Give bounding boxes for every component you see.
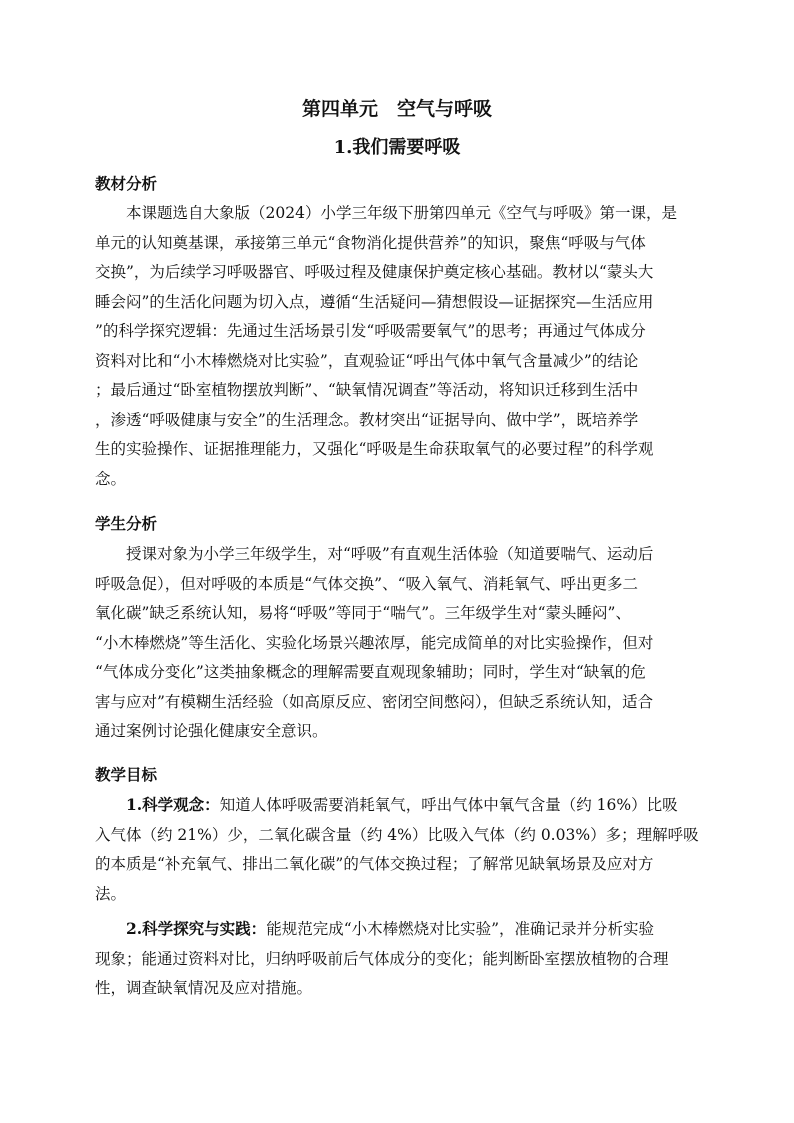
goal-1-paragraph (95, 790, 701, 909)
paragraph-line: 性，调查缺氧情况及应对措施。 (95, 979, 313, 997)
paragraph-line: 单元的认知奠基课，承接第三单元“食物消化提供营养”的知识，聚焦“呼吸与气体 (95, 233, 646, 252)
section-heading-student: 学生分析 (95, 514, 158, 533)
paragraph-line: 交换”，为后续学习呼吸器官、呼吸过程及健康保护奠定核心基础。教材以“蒙头大 (95, 263, 654, 281)
paragraph-line: 授课对象为小学三年级学生，对“呼吸”有直观生活体验（知道要喘气、运动后 (126, 545, 654, 563)
paragraph-line: 现象；能通过资料对比，归纳呼吸前后气体成分的变化；能判断卧室摆放植物的合理 (95, 949, 669, 968)
paragraph-line: 资料对比和“小木棒燃烧对比实验”，直观验证“呼出气体中氧气含量减少”的结论 (95, 351, 639, 370)
paragraph-line (95, 790, 701, 821)
paragraph-line: 本课题选自大象版（2024）小学三年级下册第四单元《空气与呼吸》第一课，是 (126, 204, 677, 222)
goal-2-paragraph (95, 914, 701, 1004)
paragraph-line: 通过案例讨论强化健康安全意识。 (95, 722, 328, 740)
paragraph-line: 睡会闷”的生活化问题为切入点，遵循“生活疑问—猜想假设—证据探究—生活应用 (95, 292, 654, 311)
paragraph-line: 生的实验操作、证据推理能力，又强化“呼吸是生命获取氧气的必要过程”的科学观 (95, 440, 654, 458)
goal-1-text: 知道人体呼吸需要消耗氧气，呼出气体中氧气含量（约 16%）比吸 (219, 796, 678, 814)
paragraph-line: 害与应对”有模糊生活经验（如高原反应、密闭空间憋闷），但缺乏系统认知，适合 (95, 692, 654, 711)
paragraph-line: 氧化碳”缺乏系统认知，易将“呼吸”等同于“喘气”。三年级学生对“蒙头睡闷”、 (95, 604, 631, 622)
student-paragraph (95, 540, 701, 747)
paragraph-line: 的本质是“补充氧气、排出二氧化碳”的气体交换过程；了解常见缺氧场景及应对方 (95, 855, 654, 873)
paragraph-line: 念。 (95, 469, 127, 488)
paragraph-line: 法。 (95, 884, 127, 903)
goal-1-label: 1.科学观念： (126, 795, 220, 814)
goal-2-label: 2.科学探究与实践： (126, 919, 267, 938)
section-heading-goals: 教学目标 (95, 765, 158, 784)
paragraph-line: ；最后通过“卧室植物摆放判断”、“缺氧情况调查”等活动，将知识迁移到生活中 (95, 381, 639, 399)
paragraph-line: 呼吸急促），但对呼吸的本质是“气体交换”、“吸入氧气、消耗氧气、呼出更多二 (95, 574, 639, 593)
unit-title: 第四单元 空气与呼吸 (301, 98, 492, 120)
paragraph-line (95, 914, 701, 945)
material-paragraph (95, 199, 701, 494)
section-heading-material: 教材分析 (95, 174, 158, 193)
paragraph-line: “气体成分变化”这类抽象概念的理解需要直观现象辅助；同时，学生对“缺氧的危 (95, 663, 646, 681)
paragraph-line: ，渗透“呼吸健康与安全”的生活理念。教材突出“证据导向、做中学”，既培养学 (95, 410, 639, 429)
paragraph-line: ”的科学探究逻辑：先通过生活场景引发“呼吸需要氧气”的思考；再通过气体成分 (95, 322, 646, 340)
goal-2-text: 能规范完成“小木棒燃烧对比实验”，准确记录并分析实验 (266, 920, 655, 938)
lesson-title: 1.我们需要呼吸 (333, 137, 461, 158)
paragraph-line: 入气体（约 21%）少，二氧化碳含量（约 4%）比吸入气体（约 0.03%）多；理解呼吸 (95, 825, 699, 844)
paragraph-line: “小木棒燃烧”等生活化、实验化场景兴趣浓厚，能完成简单的对比实验操作，但对 (95, 633, 654, 652)
